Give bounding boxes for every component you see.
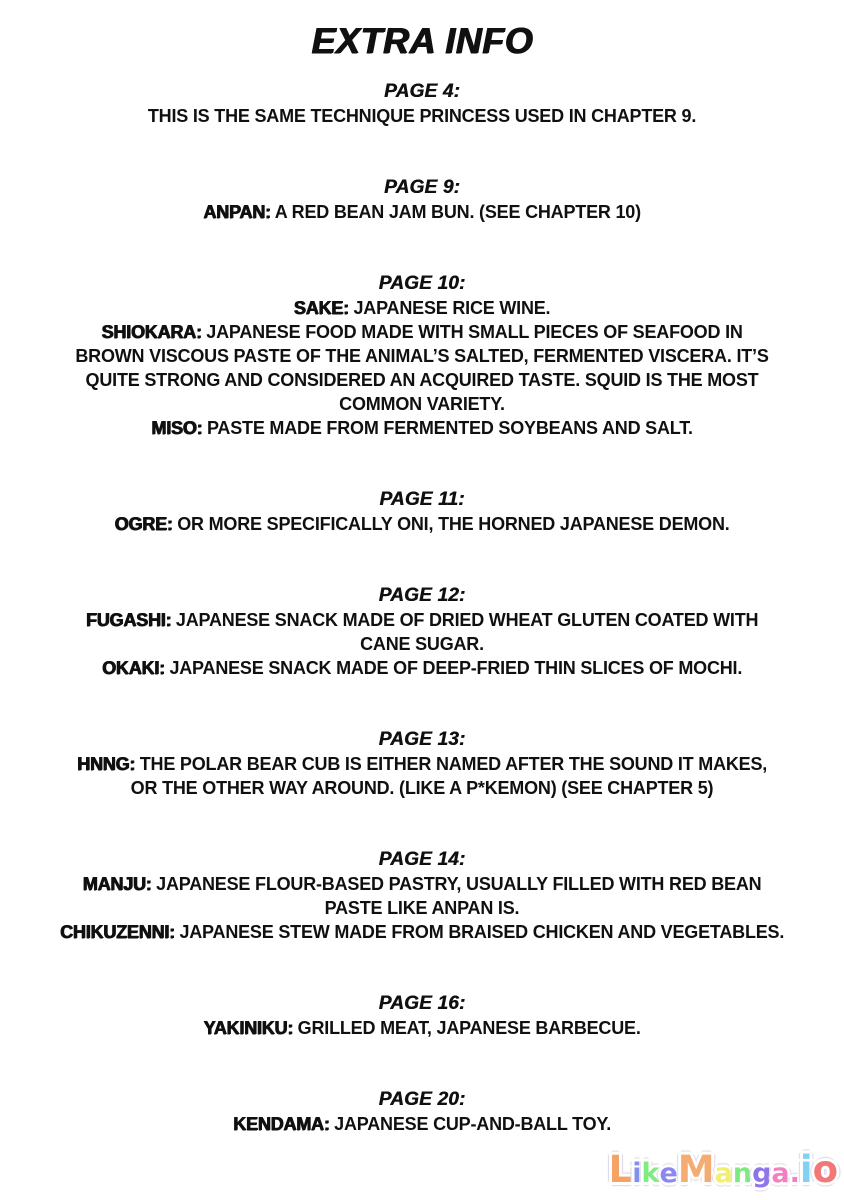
note-section — [0, 728, 844, 800]
note-line: SHIOKARA: JAPANESE FOOD MADE WITH SMALL PIECES OF SEAFOOD IN — [101, 322, 743, 342]
note-term: MANJU: — [82, 874, 152, 894]
note-line: SAKE: JAPANESE RICE WINE. — [293, 298, 551, 318]
note-term: KENDAMA: — [232, 1114, 330, 1134]
note-line: MANJU: JAPANESE FLOUR-BASED PASTRY, USUALLY FILLED WITH RED BEAN — [82, 874, 762, 894]
note-term: ANPAN: — [203, 202, 271, 222]
page-header: PAGE 13: — [378, 729, 466, 750]
note-section — [0, 848, 844, 944]
page-header: PAGE 9: — [383, 177, 460, 198]
watermark-letter: L — [608, 1148, 633, 1191]
note-line: OKAKI: JAPANESE SNACK MADE OF DEEP-FRIED THIN SLICES OF MOCHI. — [101, 658, 743, 678]
note-term: YAKINIKU: — [203, 1018, 293, 1038]
note-line: KENDAMA: JAPANESE CUP-AND-BALL TOY. — [232, 1114, 612, 1134]
page-header: PAGE 4: — [383, 81, 460, 102]
watermark-letter: a — [771, 1158, 790, 1189]
page-header: PAGE 11: — [379, 489, 465, 510]
watermark-letter: a — [714, 1158, 733, 1189]
note-line: ANPAN: A RED BEAN JAM BUN. (SEE CHAPTER 10) — [203, 202, 641, 222]
note-section — [0, 584, 844, 680]
page-title: EXTRA INFO — [311, 20, 533, 61]
watermark-letter: i — [632, 1158, 642, 1189]
note-section — [0, 488, 844, 536]
note-term: FUGASHI: — [85, 610, 172, 630]
note-term: OKAKI: — [101, 658, 165, 678]
note-term: HNNG: — [76, 754, 135, 774]
sections-container — [0, 80, 844, 1136]
note-line: MISO: PASTE MADE FROM FERMENTED SOYBEANS AND SALT. — [151, 418, 693, 438]
note-term: OGRE: — [114, 514, 173, 534]
note-line: QUITE STRONG AND CONSIDERED AN ACQUIRED TASTE. SQUID IS THE MOST — [85, 370, 759, 390]
note-section — [0, 80, 844, 128]
note-line: PASTE LIKE ANPAN IS. — [324, 898, 520, 918]
note-line: CHIKUZENNI: JAPANESE STEW MADE FROM BRAISED CHICKEN AND VEGETABLES. — [59, 922, 785, 942]
note-term: SHIOKARA: — [101, 322, 202, 342]
watermark-likemanga — [609, 1146, 838, 1198]
note-term: SAKE: — [293, 298, 349, 318]
note-line: OR THE OTHER WAY AROUND. (LIKE A P*KEMON) (SEE CHAPTER 5) — [130, 778, 714, 798]
note-line: COMMON VARIETY. — [339, 394, 505, 414]
page-header: PAGE 14: — [378, 849, 466, 870]
watermark-letter: n — [732, 1158, 753, 1189]
page-header: PAGE 12: — [378, 585, 466, 606]
note-section — [0, 176, 844, 224]
watermark-letter: e — [659, 1158, 678, 1189]
note-line: OGRE: OR MORE SPECIFICALLY ONI, THE HORNED JAPANESE DEMON. — [114, 514, 730, 534]
watermark-letter: i — [799, 1148, 813, 1191]
note-section — [0, 992, 844, 1040]
note-line: FUGASHI: JAPANESE SNACK MADE OF DRIED WHEAT GLUTEN COATED WITH — [85, 610, 759, 630]
note-line: YAKINIKU: GRILLED MEAT, JAPANESE BARBECUE. — [203, 1018, 641, 1038]
watermark-letter: . — [789, 1158, 800, 1189]
note-line: CANE SUGAR. — [360, 634, 484, 654]
note-line: HNNG: THE POLAR BEAR CUB IS EITHER NAMED AFTER THE SOUND IT MAKES, — [76, 754, 768, 774]
page-header: PAGE 10: — [378, 273, 466, 294]
note-term: CHIKUZENNI: — [59, 922, 175, 942]
note-section — [0, 1088, 844, 1136]
page-header: PAGE 20: — [378, 1089, 466, 1110]
watermark-letter: k — [641, 1158, 660, 1189]
note-term: MISO: — [151, 418, 203, 438]
watermark-letter: o — [812, 1148, 838, 1191]
note-line: BROWN VISCOUS PASTE OF THE ANIMAL’S SALTED, FERMENTED VISCERA. IT’S — [75, 346, 769, 366]
note-line: THIS IS THE SAME TECHNIQUE PRINCESS USED IN CHAPTER 9. — [147, 106, 697, 126]
page-header: PAGE 16: — [378, 993, 466, 1014]
watermark-letter: g — [752, 1158, 772, 1189]
watermark-letter: M — [677, 1148, 715, 1191]
note-section — [0, 272, 844, 440]
